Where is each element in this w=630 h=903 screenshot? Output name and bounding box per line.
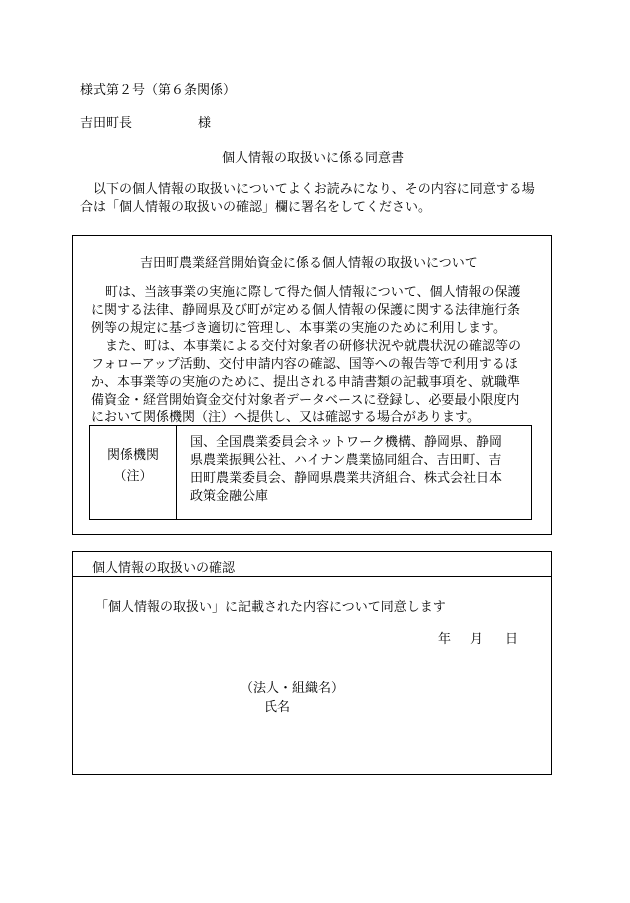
paragraph-1-line-3: 例等の規定に基づき適切に管理し、本事業の実施のために利用します。 bbox=[91, 321, 506, 336]
agencies-line-3: 田町農業委員会、静岡県農業共済組合、株式会社日本 bbox=[190, 471, 503, 486]
agencies-line-4: 政策金融公庫 bbox=[190, 489, 269, 504]
document-title: 個人情報の取扱いに係る同意書 bbox=[222, 151, 405, 166]
agencies-line-1: 国、全国農業委員会ネットワーク機構、静岡県、静岡 bbox=[190, 435, 503, 450]
agencies-line-2: 県農業振興公社、ハイナン農業協同組合、吉田町、吉 bbox=[190, 453, 502, 468]
date-year-label: 年 bbox=[438, 632, 452, 647]
paragraph-1-line-2: に関する法律、静岡県及び町が定める個人情報の保護に関する法律施行条 bbox=[91, 303, 521, 318]
related-agencies-label bbox=[90, 426, 177, 519]
date-month-label: 月 bbox=[470, 632, 484, 647]
intro-line-1: 以下の個人情報の取扱いについてよくお読みになり、その内容に同意する場 bbox=[93, 182, 535, 197]
addressee-honorific: 様 bbox=[198, 116, 212, 131]
signature-name-label: 氏名 bbox=[264, 700, 291, 715]
section-title: 吉田町農業経営開始資金に係る個人情報の取扱いについて bbox=[140, 256, 478, 271]
addressee-name: 吉田町長 bbox=[80, 116, 133, 131]
confirmation-header: 個人情報の取扱いの確認 bbox=[92, 561, 236, 576]
consent-statement: 「個人情報の取扱い」に記載された内容について同意します bbox=[95, 600, 446, 615]
organization-name-label: （法人・組織名） bbox=[240, 681, 345, 696]
paragraph-2-line-2: フォローアップ活動、交付申請内容の確認、国等への報告等で利用するほ bbox=[91, 357, 518, 372]
paragraph-1-line-1: 町は、当該事業の実施に際して得た個人情報について、個人情報の保護 bbox=[105, 285, 521, 300]
form-number: 様式第２号（第６条関係） bbox=[80, 83, 237, 98]
intro-line-2: 合は「個人情報の取扱いの確認」欄に署名をしてください。 bbox=[80, 200, 432, 215]
paragraph-2-line-1: また、町は、本事業による交付対象者の研修状況や就農状況の確認等の bbox=[105, 339, 522, 354]
confirmation-header-divider bbox=[73, 576, 551, 577]
paragraph-2-line-4: 備資金・経営開始資金交付対象者データベースに登録し、必要最小限度内 bbox=[91, 393, 520, 408]
consent-confirmation-box bbox=[72, 551, 552, 775]
related-agencies-label-line-1: 関係機関 bbox=[106, 448, 159, 463]
paragraph-2-line-5: において関係機関（注）へ提供し、又は確認する場合があります。 bbox=[91, 410, 480, 425]
paragraph-2-line-3: か、本事業等の実施のために、提出される申請書類の記載事項を、就職準 bbox=[91, 375, 521, 390]
related-agencies-label-line-2: （注） bbox=[113, 469, 153, 484]
date-day-label: 日 bbox=[505, 632, 519, 647]
